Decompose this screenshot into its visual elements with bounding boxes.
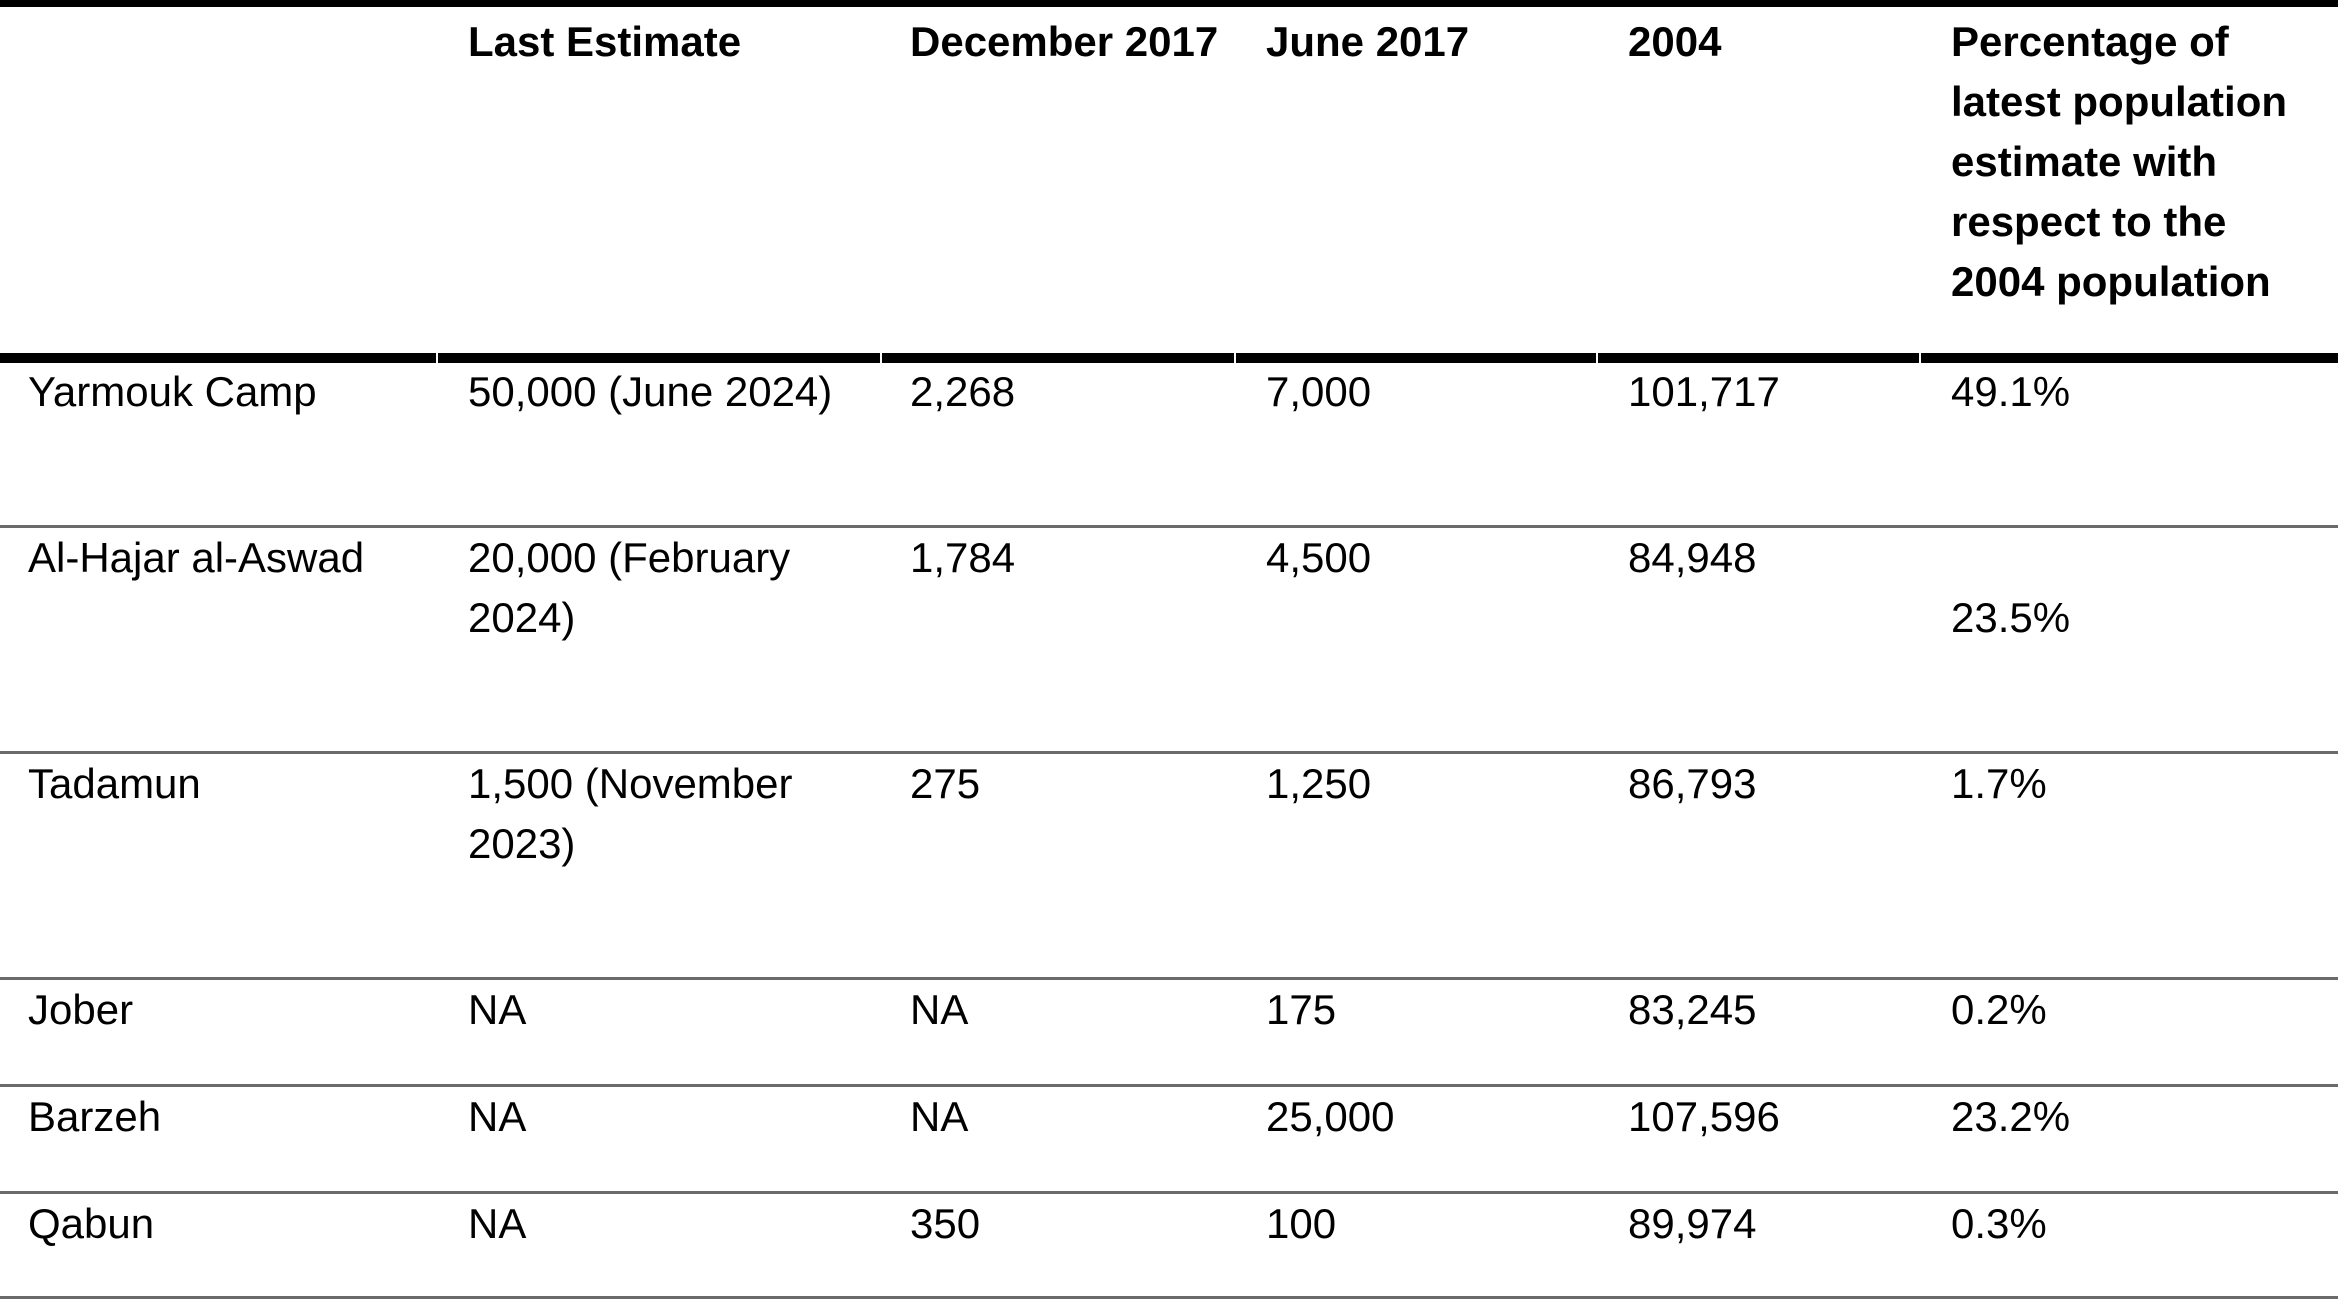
table-row-percentage: 0.2% (1951, 986, 2047, 1033)
table-row-jun-2017: 1,250 (1266, 760, 1372, 807)
table-row-area: Yarmouk Camp (28, 368, 317, 415)
table-row-percentage: 23.2% (1951, 1093, 2071, 1140)
table-row-percentage: 49.1% (1951, 368, 2071, 415)
table-row-2004: 84,948 (1628, 534, 1757, 581)
column-gap (1234, 353, 1236, 363)
table-row-last-estimate: NA (468, 986, 527, 1033)
column-gap (1919, 353, 1921, 363)
header-last-estimate: Last Estimate (468, 18, 742, 65)
table-row-2004: 107,596 (1628, 1093, 1780, 1140)
table-row-area: Al-Hajar al-Aswad (28, 534, 365, 581)
table-row-jun-2017: 7,000 (1266, 368, 1372, 415)
table-row-percentage: 0.3% (1951, 1200, 2047, 1247)
table-row-dec-2017: NA (910, 986, 969, 1033)
column-gap (1596, 353, 1598, 363)
table-bottom-rule (0, 1296, 2338, 1299)
table-row-area: Qabun (28, 1200, 155, 1247)
header-2004: 2004 (1628, 18, 1722, 65)
table-row-2004: 86,793 (1628, 760, 1757, 807)
table-row-dec-2017: 275 (910, 760, 981, 807)
table-row-area: Barzeh (28, 1093, 162, 1140)
table-row-percentage: 1.7% (1951, 760, 2047, 807)
table-row-jun-2017: 4,500 (1266, 534, 1372, 581)
table-row-jun-2017: 100 (1266, 1200, 1337, 1247)
table-row-percentage: 23.5% (1951, 594, 2071, 641)
table-row-area: Tadamun (28, 760, 201, 807)
table-row-dec-2017: 2,268 (910, 368, 1016, 415)
table-row-last-estimate: 1,500 (November 2023) (468, 760, 793, 867)
table-row-jun-2017: 25,000 (1266, 1093, 1395, 1140)
table-row-last-estimate: NA (468, 1200, 527, 1247)
table-row-jun-2017: 175 (1266, 986, 1337, 1033)
header-june-2017: June 2017 (1266, 18, 1470, 65)
table-top-rule (0, 0, 2338, 7)
header-december-2017: December 2017 (910, 18, 1219, 65)
column-gap (880, 353, 882, 363)
table-row-dec-2017: 350 (910, 1200, 981, 1247)
header-percentage: Percentage of latest population estimate with respect to the 2004 population (1951, 18, 2287, 305)
table-row-last-estimate: 50,000 (June 2024) (468, 368, 833, 415)
table-row-2004: 101,717 (1628, 368, 1780, 415)
table-row-dec-2017: 1,784 (910, 534, 1016, 581)
table-row-last-estimate: NA (468, 1093, 527, 1140)
table-row-dec-2017: NA (910, 1093, 969, 1140)
table-row-area: Jober (28, 986, 134, 1033)
column-gap (436, 353, 438, 363)
table-row-2004: 83,245 (1628, 986, 1757, 1033)
table-row-last-estimate: 20,000 (February 2024) (468, 534, 791, 641)
table-row-2004: 89,974 (1628, 1200, 1757, 1247)
